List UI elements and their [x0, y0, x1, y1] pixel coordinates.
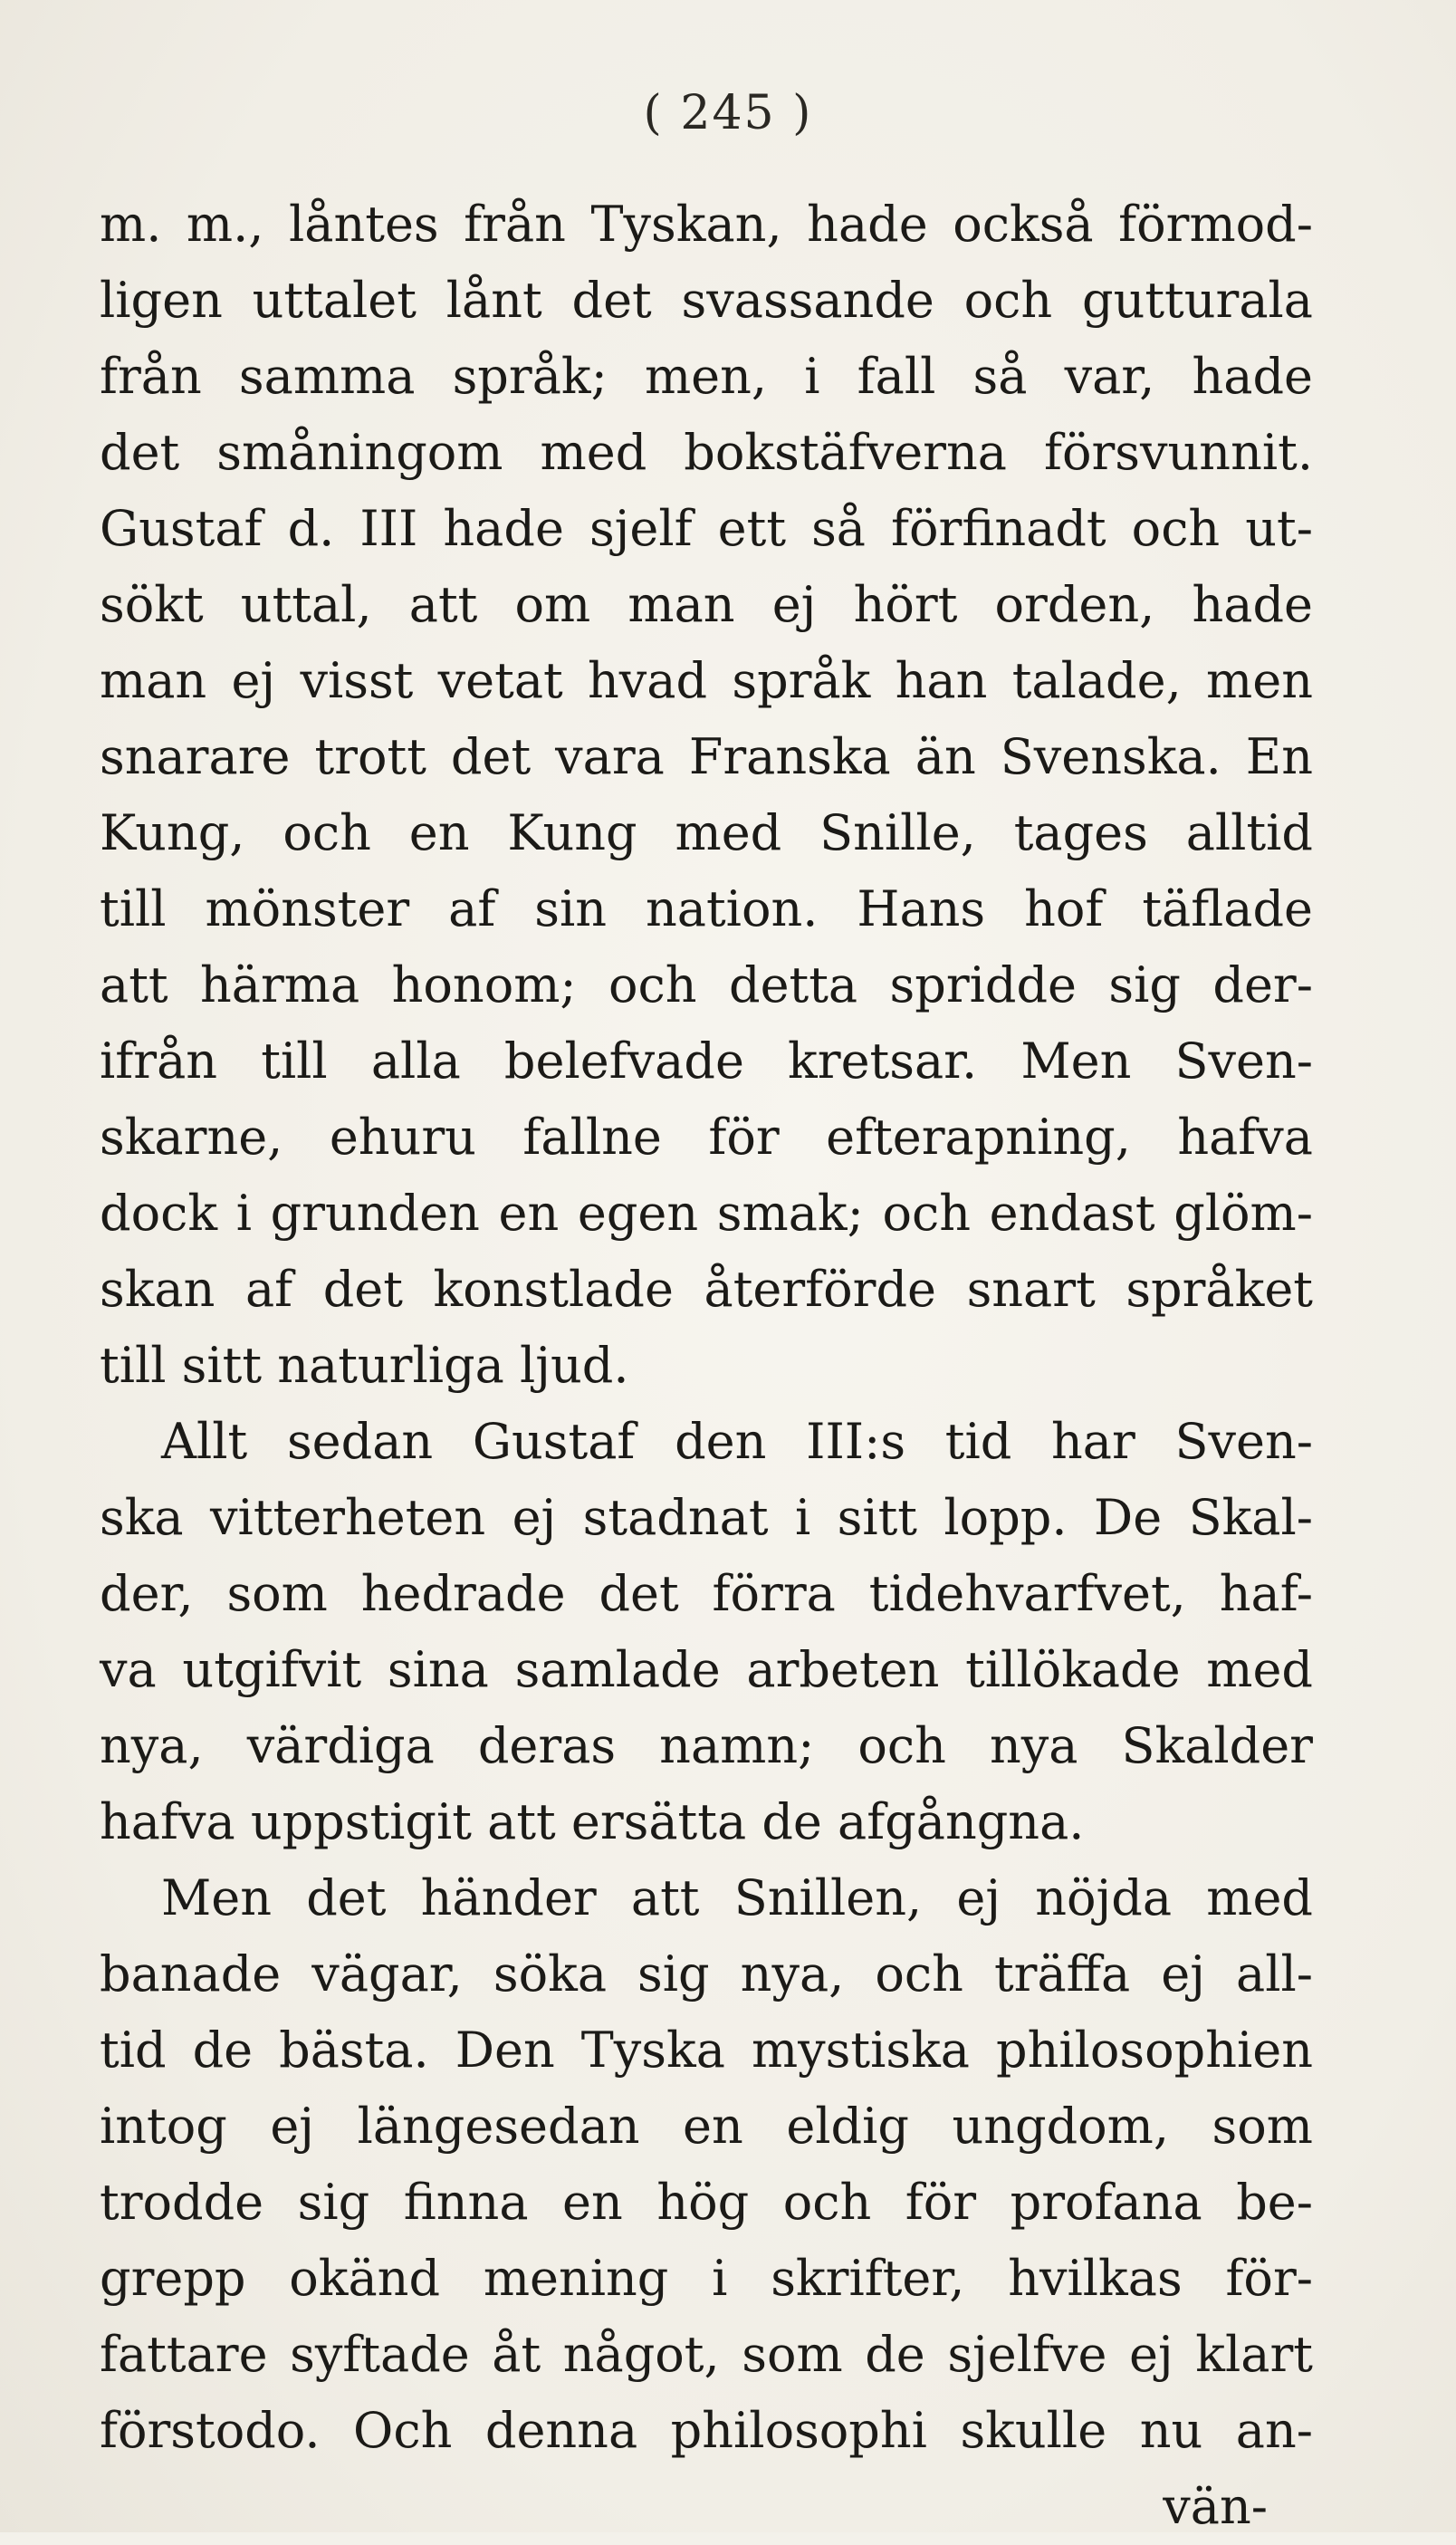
- text-line: nya, värdiga deras namn; och nya Skalder: [100, 1717, 1313, 1774]
- text-line: ligen uttalet lånt det svassande och gutturala: [100, 272, 1313, 329]
- text-line: intog ej längesedan en eldig ungdom, som: [100, 2098, 1313, 2155]
- text-line: der, som hedrade det förra tidehvarfvet, haf-: [100, 1565, 1313, 1622]
- text-line: trodde sig finna en hög och för profana be-: [100, 2174, 1313, 2231]
- text-line: Gustaf d. III hade sjelf ett så förfinadt och ut-: [100, 500, 1313, 557]
- text-line: m. m., låntes från Tyskan, hade också förmod-: [100, 196, 1313, 253]
- body-text: [100, 187, 1313, 2545]
- text-line: dock i grunden en egen smak; och endast glöm-: [100, 1185, 1313, 1242]
- text-line: Allt sedan Gustaf den III:s tid har Sven-: [161, 1413, 1313, 1470]
- text-line: Kung, och en Kung med Snille, tages alltid: [100, 804, 1313, 861]
- text-line: man ej visst vetat hvad språk han talade, men: [100, 652, 1313, 709]
- text-line: ifrån till alla belefvade kretsar. Men Sven-: [100, 1032, 1313, 1090]
- text-line: tid de bästa. Den Tyska mystiska philosophien: [100, 2022, 1313, 2079]
- text-line: till sitt naturliga ljud.: [100, 1337, 629, 1394]
- text-line: banade vägar, söka sig nya, och träffa ej all-: [100, 1945, 1313, 2002]
- text-line: från samma språk; men, i fall så var, hade: [100, 348, 1313, 405]
- text-line: va utgifvit sina samlade arbeten tillökade med: [100, 1641, 1313, 1698]
- page-number: ( 245 ): [643, 86, 813, 140]
- text-line: skan af det konstlade återförde snart språket: [100, 1261, 1313, 1318]
- text-line: förstodo. Och denna philosophi skulle nu an-: [100, 2402, 1313, 2459]
- text-line: skarne, ehuru fallne för efterapning, hafva: [100, 1109, 1313, 1166]
- text-line: grepp okänd mening i skrifter, hvilkas för-: [100, 2250, 1313, 2307]
- text-line: till mönster af sin nation. Hans hof täflade: [100, 880, 1313, 937]
- text-line: det småningom med bokstäfverna försvunnit.: [100, 424, 1313, 481]
- text-line: fattare syftade åt något, som de sjelfve ej klart: [100, 2326, 1313, 2383]
- text-line: ska vitterheten ej stadnat i sitt lopp. De Skal-: [100, 1489, 1313, 1546]
- text-line: snarare trott det vara Franska än Svenska. En: [100, 728, 1313, 785]
- text-line: Men det händer att Snillen, ej nöjda med: [161, 1869, 1313, 1926]
- text-line: hafva uppstigit att ersätta de afgångna.: [100, 1793, 1085, 1850]
- text-line: att härma honom; och detta spridde sig der-: [100, 956, 1313, 1013]
- catchword: vän-: [1163, 2478, 1268, 2535]
- text-line: sökt uttal, att om man ej hört orden, hade: [100, 576, 1313, 633]
